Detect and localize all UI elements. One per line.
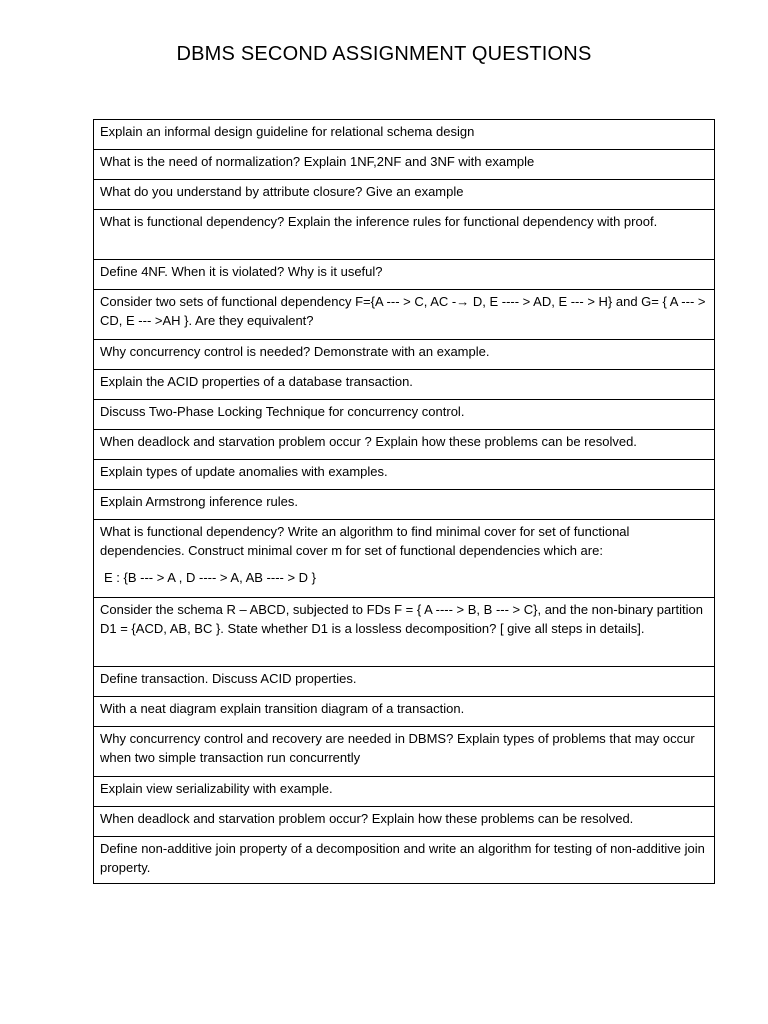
table-row xyxy=(94,490,715,520)
table-row xyxy=(94,727,715,777)
question-cell: When deadlock and starvation problem occur ? Explain how these problems can be resolved. xyxy=(94,430,715,460)
table-row xyxy=(94,837,715,884)
question-cell: Explain the ACID properties of a database transaction. xyxy=(94,370,715,400)
table-row xyxy=(94,460,715,490)
question-cell: Explain Armstrong inference rules. xyxy=(94,490,715,520)
question-cell: Why concurrency control is needed? Demonstrate with an example. xyxy=(94,340,715,370)
question-cell: Define transaction. Discuss ACID properties. xyxy=(94,667,715,697)
table-row xyxy=(94,260,715,290)
table-row xyxy=(94,150,715,180)
page-title: DBMS SECOND ASSIGNMENT QUESTIONS xyxy=(176,43,592,65)
question-cell: What is the need of normalization? Explain 1NF,2NF and 3NF with example xyxy=(94,150,715,180)
table-row xyxy=(94,180,715,210)
table-row xyxy=(94,697,715,727)
question-cell: Explain view serializability with example. xyxy=(94,777,715,807)
table-row xyxy=(94,370,715,400)
question-cell: Define non-additive join property of a decomposition and write an algorithm for testing of non-additive join property. xyxy=(94,837,715,884)
table-row xyxy=(94,400,715,430)
question-cell xyxy=(94,520,715,598)
question-cell: What do you understand by attribute closure? Give an example xyxy=(94,180,715,210)
question-cell: Explain types of update anomalies with examples. xyxy=(94,460,715,490)
question-cell: Define 4NF. When it is violated? Why is it useful? xyxy=(94,260,715,290)
table-row xyxy=(94,290,715,340)
table-row xyxy=(94,120,715,150)
question-subtext: E : {B --- > A , D ---- > A, AB ---- > D } xyxy=(104,570,317,585)
question-cell: Consider the schema R – ABCD, subjected to FDs F = { A ---- > B, B --- > C}, and the non-binary partition D1 = {ACD, AB, BC }. State whether D1 is a lossless decomposition? [ give all steps in details]. xyxy=(94,598,715,667)
question-text: What is functional dependency? Write an algorithm to find minimal cover for set of functional dependencies. Construct minimal cover m for set of functional dependencies which are: xyxy=(100,524,630,558)
table-row xyxy=(94,210,715,260)
question-cell: Explain an informal design guideline for relational schema design xyxy=(94,120,715,150)
table-row xyxy=(94,807,715,837)
question-cell: When deadlock and starvation problem occur? Explain how these problems can be resolved. xyxy=(94,807,715,837)
questions-table xyxy=(93,119,715,884)
table-row xyxy=(94,340,715,370)
question-cell: What is functional dependency? Explain the inference rules for functional dependency with proof. xyxy=(94,210,715,260)
question-cell: Consider two sets of functional dependency F={A --- > C, AC -→ D, E ---- > AD, E --- > H} and G= { A --- > CD, E --- >AH }. Are they equivalent? xyxy=(94,290,715,340)
table-row xyxy=(94,430,715,460)
table-row xyxy=(94,777,715,807)
question-cell: Why concurrency control and recovery are needed in DBMS? Explain types of problems that may occur when two simple transaction run concurrently xyxy=(94,727,715,777)
table-row xyxy=(94,667,715,697)
table-row xyxy=(94,598,715,667)
question-cell: With a neat diagram explain transition diagram of a transaction. xyxy=(94,697,715,727)
table-row xyxy=(94,520,715,598)
question-cell: Discuss Two-Phase Locking Technique for concurrency control. xyxy=(94,400,715,430)
